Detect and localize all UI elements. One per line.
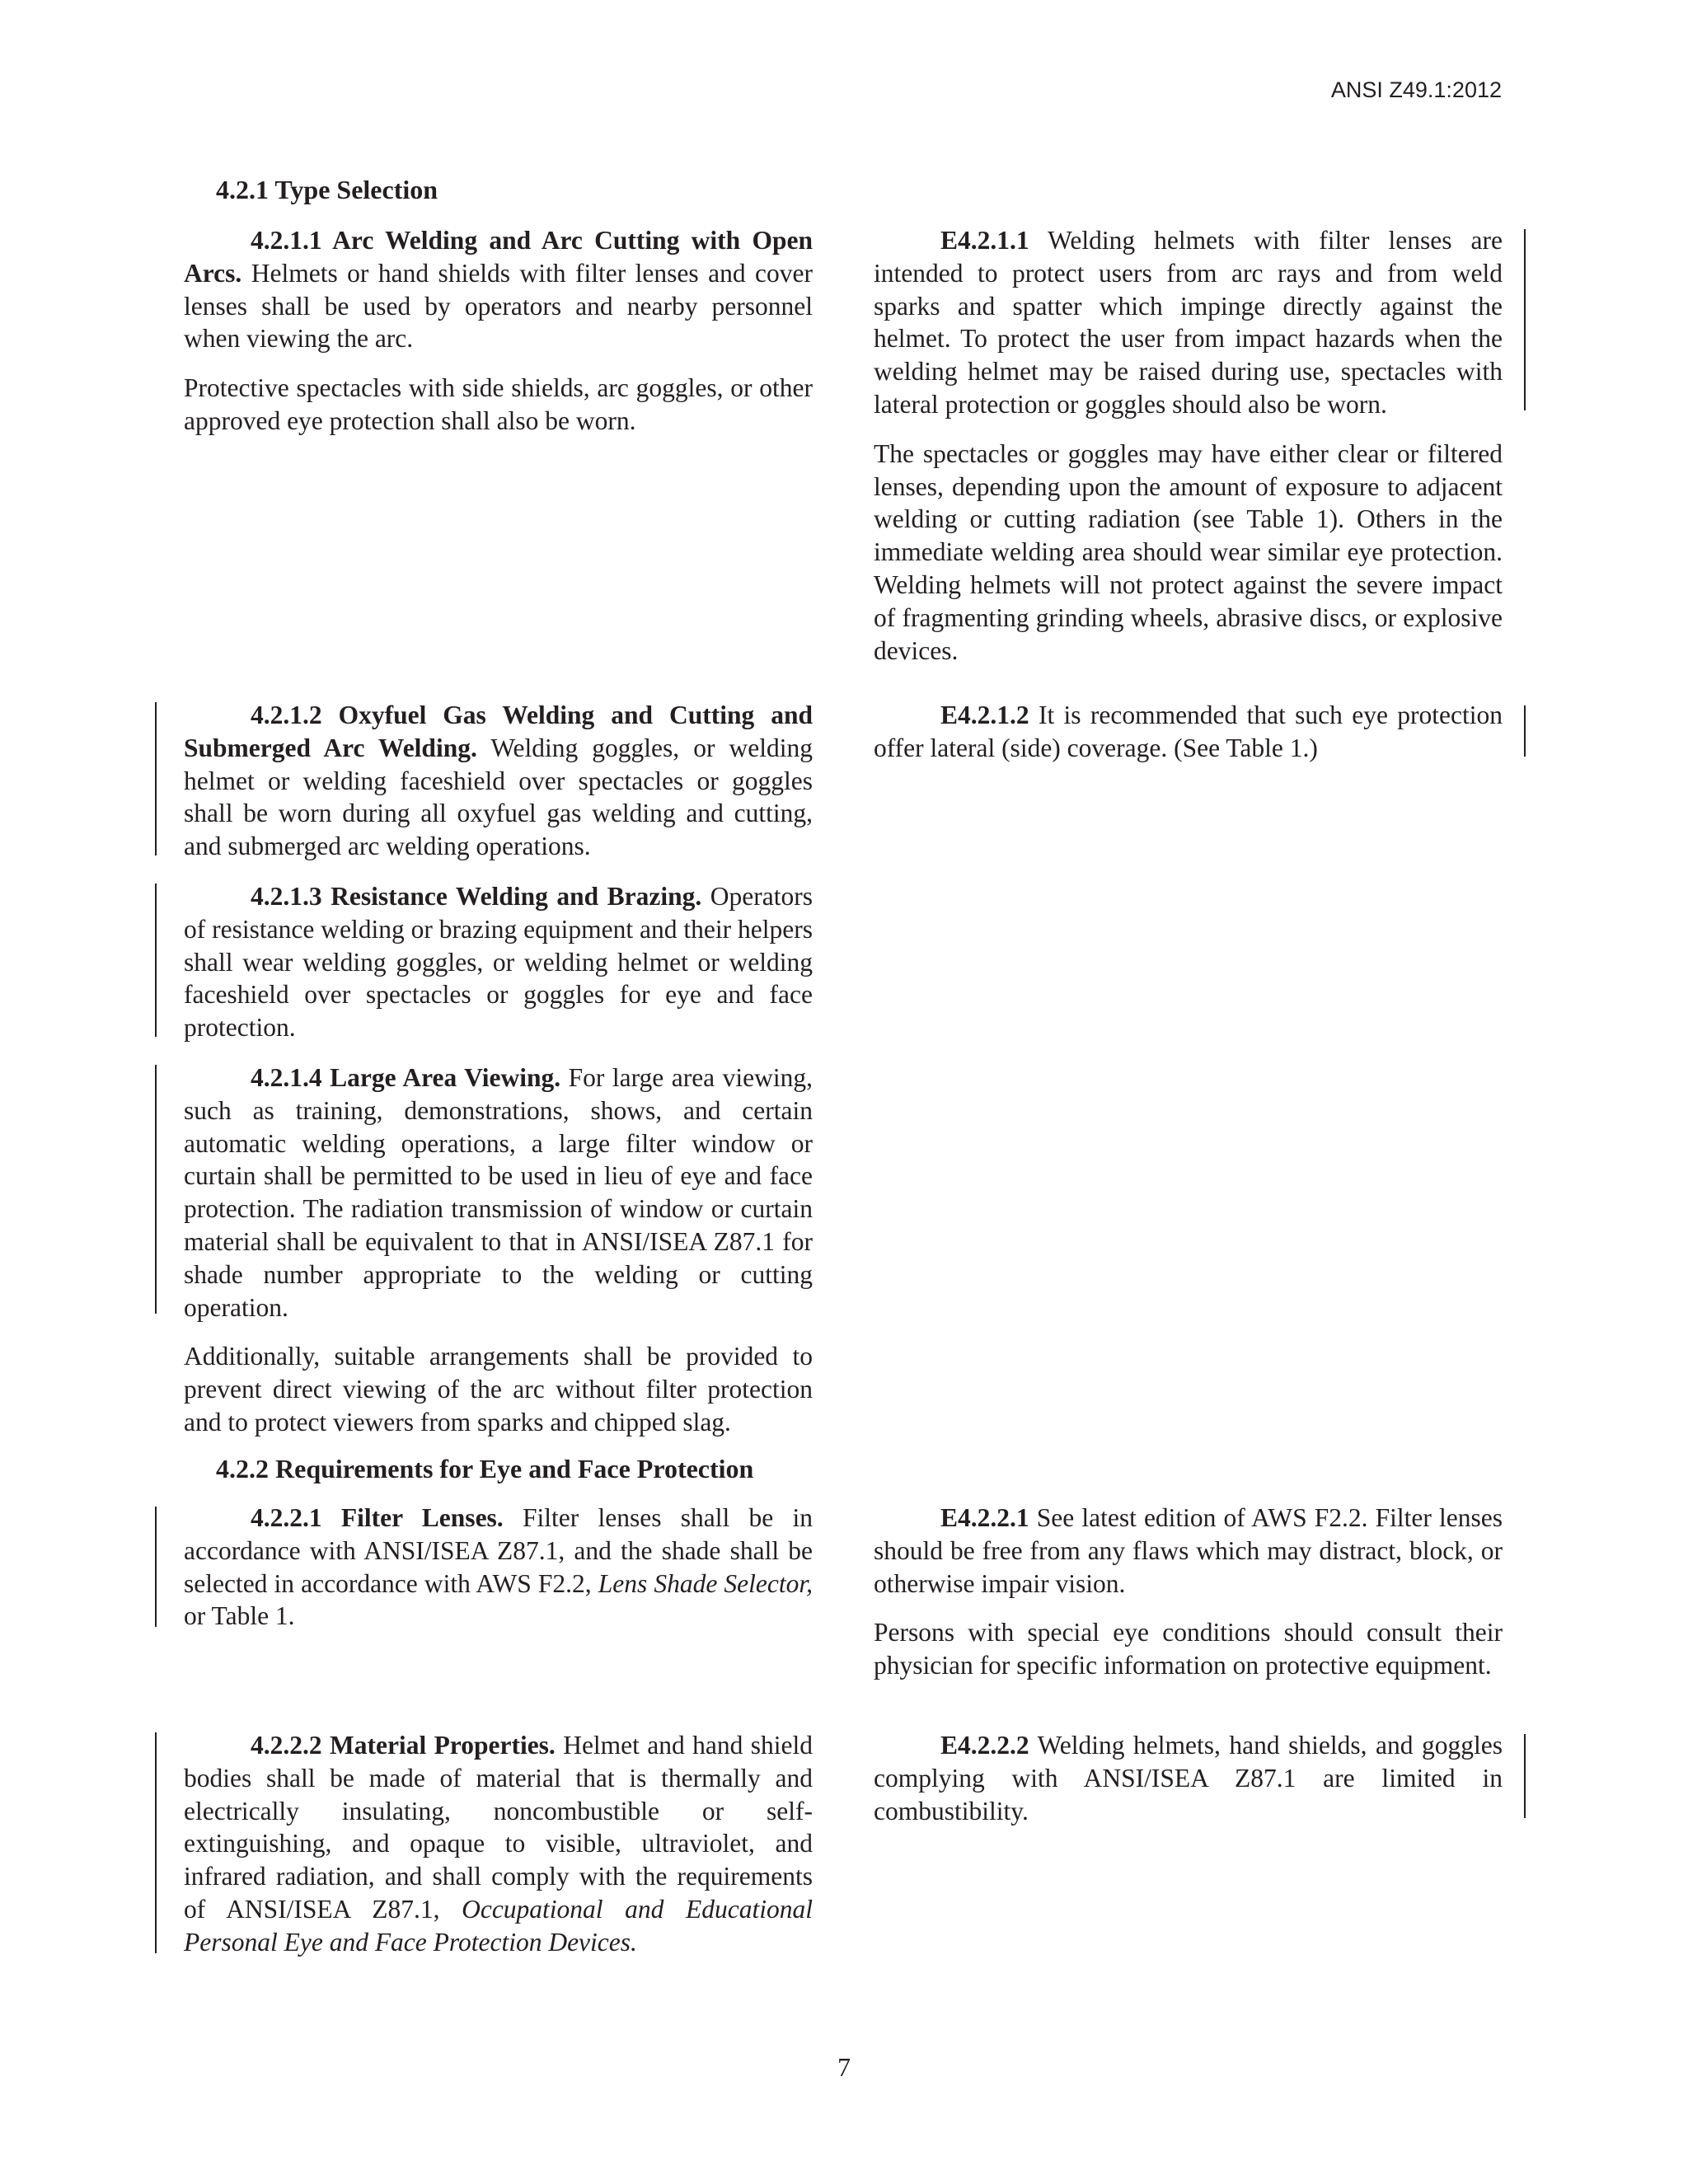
heading-4-2-1: 4.2.1 Type Selection: [216, 175, 438, 204]
explanation-4-2-1-1-para2: The spectacles or goggles may have either clear or filtered lenses, depending upon the amount of exposure to adjacent welding or cutting radiation (see Table 1). Others in the immediate welding area should wear similar eye protection. Welding helmets will not protect against the severe impact of fragmenting grinding wheels, abrasive discs, or explosive devices.: [874, 438, 1503, 665]
explanation-4-2-2-2-title: E4.2.2.2: [940, 1731, 1029, 1760]
section-4-2-1-4-para2: Additionally, suitable arrangements shall be provided to prevent direct viewing of the arc without filter protection and to protect viewers from sparks and chipped slag.: [184, 1342, 813, 1436]
section-4-2-1-2-para: 4.2.1.2 Oxyfuel Gas Welding and Cutting and Submerged Arc Welding. Welding goggles, or welding helmet or welding faceshield over spectacles or goggles shall be worn during all oxyfuel gas welding and cutting, and submerged arc welding operations.: [184, 701, 813, 861]
section-4-2-1-4-title: 4.2.1.4 Large Area Viewing.: [251, 1063, 561, 1092]
explanation-4-2-1-2-title: E4.2.1.2: [940, 701, 1029, 729]
explanation-4-2-2-1-title: E4.2.2.1: [940, 1503, 1029, 1532]
section-4-2-1-2: [184, 699, 813, 863]
heading-4-2-2: 4.2.2 Requirements for Eye and Face Protection: [216, 1454, 754, 1483]
explanation-4-2-1-2-para: E4.2.1.2 It is recommended that such eye protection offer lateral (side) coverage. (See Table 1.): [874, 701, 1503, 762]
section-4-2-2-2: [184, 1729, 813, 1959]
change-bar: [155, 883, 157, 1037]
explanation-4-2-2-2-para: E4.2.2.2 Welding helmets, hand shields, and goggles complying with ANSI/ISEA Z87.1 are limited in combustibility.: [874, 1731, 1503, 1825]
section-4-2-1-1: [184, 224, 813, 438]
section-4-2-1-3-title: 4.2.1.3 Resistance Welding and Brazing.: [251, 882, 702, 911]
explanation-4-2-1-1: [874, 224, 1503, 667]
section-4-2-2-1-title: 4.2.2.1 Filter Lenses.: [251, 1503, 504, 1532]
explanation-4-2-2-2: [874, 1729, 1503, 1827]
explanation-4-2-1-1-title: E4.2.1.1: [940, 226, 1029, 255]
section-4-2-2-2-title: 4.2.2.2 Material Properties.: [251, 1731, 556, 1760]
page-number: 7: [837, 2052, 851, 2082]
section-4-2-2-1-para: 4.2.2.1 Filter Lenses. Filter lenses shall be in accordance with ANSI/ISEA Z87.1, and the shade shall be selected in accordance with AWS F2.2, Lens Shade Selector, or Table 1.: [184, 1503, 814, 1631]
explanation-4-2-2-1-para: E4.2.2.1 See latest edition of AWS F2.2. Filter lenses should be free from any flaws which may distract, block, or otherwise impair vision.: [874, 1503, 1503, 1598]
section-4-2-1-1-para: 4.2.1.1 Arc Welding and Arc Cutting with Open Arcs. Helmets or hand shields with filter lenses and cover lenses shall be used by operators and nearby personnel when viewing the arc.: [184, 226, 813, 354]
change-bar: [155, 1065, 157, 1314]
explanation-4-2-2-1-para2: Persons with special eye conditions should consult their physician for specific information on protective equipment.: [874, 1618, 1503, 1680]
change-bar: [155, 1732, 157, 1953]
section-4-2-2-1: [184, 1502, 813, 1633]
explanation-4-2-1-1-para: E4.2.1.1 Welding helmets with filter lenses are intended to protect users from arc rays and from weld sparks and spatter which impinge directly against the helmet. To protect the user from impact hazards when the welding helmet may be raised during use, spectacles with lateral protection or goggles should also be worn.: [874, 226, 1503, 419]
running-header: ANSI Z49.1:2012: [1330, 77, 1502, 102]
section-4-2-1-4-para: 4.2.1.4 Large Area Viewing. For large area viewing, such as training, demonstrations, shows, and certain automatic welding operations, a large filter window or curtain shall be permitted to be used in lieu of eye and face protection. The radiation transmission of window or curtain material shall be equivalent to that in ANSI/ISEA Z87.1 for shade number appropriate to the welding or cutting operation.: [184, 1063, 813, 1322]
section-4-2-1-2-title: 4.2.1.2 Oxyfuel Gas Welding and Cutting and Submerged Arc Welding.: [184, 701, 813, 762]
change-bar: [155, 702, 157, 855]
section-4-2-2-2-para: 4.2.2.2 Material Properties. Helmet and hand shield bodies shall be made of material that is thermally and electrically insulating, noncombustible or self-extinguishing, and opaque to visible, ultraviolet, and infrared radiation, and shall comply with the requirements of ANSI/ISEA Z87.1, Occupational and Educational Personal Eye and Face Protection Devices.: [184, 1731, 813, 1957]
change-bar: [155, 1507, 157, 1627]
section-4-2-1-3-para: 4.2.1.3 Resistance Welding and Brazing. Operators of resistance welding or brazing equipment and their helpers shall wear welding goggles, or welding helmet or welding faceshield over spectacles or goggles for eye and face protection.: [184, 882, 813, 1043]
section-4-2-1-4: [184, 1062, 813, 1439]
explanation-4-2-1-2: [874, 699, 1503, 765]
change-bar: [1524, 229, 1526, 410]
section-4-2-1-1-title: 4.2.1.1 Arc Welding and Arc Cutting with Open Arcs.: [184, 226, 813, 288]
section-4-2-1-3: [184, 880, 813, 1044]
section-4-2-1-1-para2: Protective spectacles with side shields, arc goggles, or other approved eye protection shall also be worn.: [184, 373, 813, 435]
change-bar: [1524, 1734, 1526, 1818]
explanation-4-2-2-1: [874, 1502, 1503, 1682]
change-bar: [1524, 705, 1526, 757]
